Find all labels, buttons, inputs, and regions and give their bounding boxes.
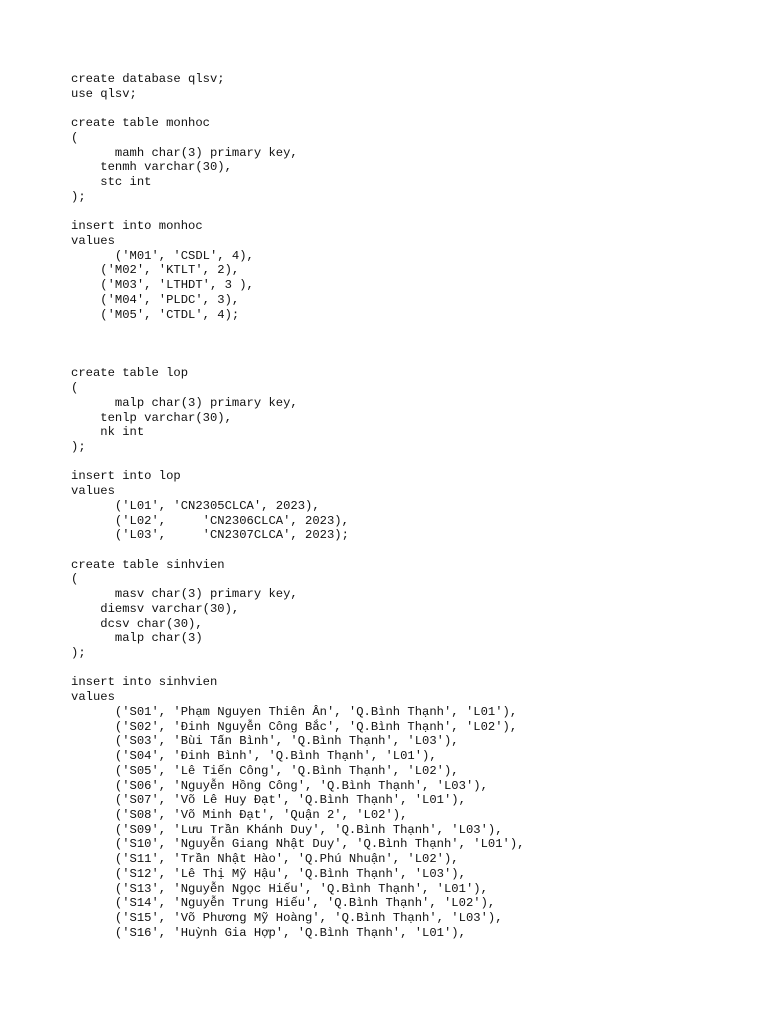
code-line: malp char(3) [71,631,203,646]
code-line: diemsv varchar(30), [71,601,240,616]
code-line [71,543,524,558]
code-line: ); [71,439,86,454]
code-line: ('S10', 'Nguyễn Giang Nhật Duy', 'Q.Bình Thạnh', 'L01'), [71,837,525,852]
code-line [71,204,524,219]
code-line: values [71,233,115,248]
sql-code-block [71,72,524,940]
code-line: create table lop [71,366,189,381]
code-line: ('S16', 'Huỳnh Gia Hợp', 'Q.Bình Thạnh', 'L01'), [71,925,466,940]
code-line: ( [71,130,79,145]
code-line: insert into sinhvien [71,675,218,690]
code-line: ('S01', 'Phạm Nguyen Thiên Ân', 'Q.Bình Thạnh', 'L01'), [71,704,518,719]
code-line [71,337,524,352]
code-line [71,322,524,337]
code-line: ('S12', 'Lê Thị Mỹ Hậu', 'Q.Bình Thạnh', 'L03'), [71,866,466,881]
code-line: ('M02', 'KTLT', 2), [71,263,240,278]
code-line: ('M05', 'CTDL', 4); [71,307,240,322]
code-line: nk int [71,425,145,440]
code-line: insert into monhoc [71,219,203,234]
code-line: ( [71,572,79,587]
code-line: malp char(3) primary key, [71,395,298,410]
code-line: create database qlsv; [71,72,225,86]
code-line [71,101,524,116]
code-line: ('S07', 'Võ Lê Huy Đạt', 'Q.Bình Thạnh', 'L01'), [71,793,466,808]
code-line: ('L02', 'CN2306CLCA', 2023), [71,513,349,528]
code-line: create table monhoc [71,116,210,131]
code-line [71,455,524,470]
code-line: ('L03', 'CN2307CLCA', 2023); [71,528,349,543]
code-line: values [71,690,115,705]
code-line: create table sinhvien [71,557,225,572]
code-line: ('S04', 'Đinh Bình', 'Q.Bình Thạnh', 'L01'), [71,749,437,764]
code-line: stc int [71,175,152,190]
code-line: ('S08', 'Võ Minh Đạt', 'Quận 2', 'L02'), [71,807,408,822]
code-line: ); [71,189,86,204]
code-line [71,352,524,367]
code-line: dcsv char(30), [71,616,203,631]
code-line [71,661,524,676]
code-line: ('M01', 'CSDL', 4), [71,248,254,263]
code-line: insert into lop [71,469,181,484]
code-line: ('M04', 'PLDC', 3), [71,292,240,307]
code-line: ('S09', 'Lưu Trần Khánh Duy', 'Q.Bình Thạnh', 'L03'), [71,822,503,837]
code-line: ('M03', 'LTHDT', 3 ), [71,278,254,293]
code-line: ('S03', 'Bùi Tấn Bình', 'Q.Bình Thạnh', 'L03'), [71,734,459,749]
code-line: values [71,484,115,499]
code-line: masv char(3) primary key, [71,587,298,602]
code-line: tenmh varchar(30), [71,160,232,175]
code-line: tenlp varchar(30), [71,410,232,425]
code-line: ('S02', 'Đinh Nguyễn Công Bắc', 'Q.Bình Thạnh', 'L02'), [71,719,518,734]
code-line: ('S06', 'Nguyễn Hồng Công', 'Q.Bình Thạnh', 'L03'), [71,778,488,793]
code-line: ('S15', 'Võ Phương Mỹ Hoàng', 'Q.Bình Thạnh', 'L03'), [71,910,503,925]
code-line: ('S13', 'Nguyễn Ngọc Hiếu', 'Q.Bình Thạnh', 'L01'), [71,881,488,896]
code-line: ( [71,381,79,396]
code-line: ('S14', 'Nguyễn Trung Hiếu', 'Q.Bình Thạnh', 'L02'), [71,896,496,911]
code-line: ('S11', 'Trần Nhật Hào', 'Q.Phú Nhuận', 'L02'), [71,852,459,867]
code-line: use qlsv; [71,86,137,101]
code-line: ('L01', 'CN2305CLCA', 2023), [71,498,320,513]
code-line: ('S05', 'Lê Tiến Công', 'Q.Bình Thạnh', 'L02'), [71,763,459,778]
code-line: ); [71,646,86,661]
code-line: mamh char(3) primary key, [71,145,298,160]
